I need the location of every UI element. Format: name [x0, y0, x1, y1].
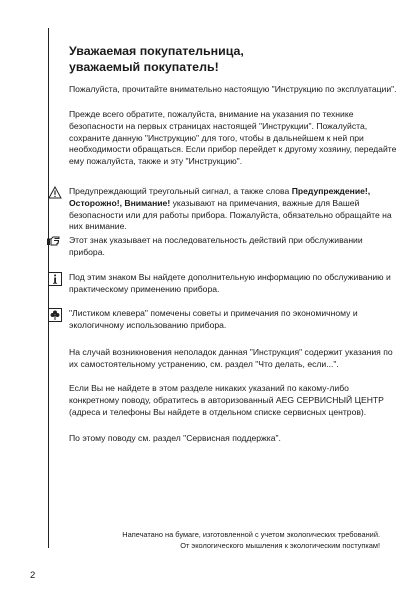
warning-triangle-icon — [48, 186, 62, 200]
service-center-paragraph: Если Вы не найдете в этом разделе никаких указаний по какому-либо конкретному поводу, обратитесь в авторизованный AEG СЕРВИСНЫЙ ЦЕНТР (адреса и телефоны Вы найдете в отдельном списке сервисных центров). — [69, 383, 384, 417]
clover-icon — [48, 308, 62, 322]
pointing-hand-icon — [46, 234, 60, 248]
footer-line-1: Напечатано на бумаге, изготовленной с учетом экологических требований. — [122, 530, 380, 539]
clover-note: "Листиком клевера" помечены советы и примечания по экономичному и экологичному использованию прибора. — [69, 308, 358, 330]
warning-keywords: Предупреждение!, Осторожно!, Внимание! — [69, 186, 371, 208]
eco-footer — [50, 530, 380, 551]
support-reference-paragraph: По этому поводу см. раздел "Сервисная поддержка". — [69, 433, 281, 443]
warning-text-end: указывают на примечания, важные для Вашей безопасности или для работы прибора. Пожалуйста, обязательно обращайте на них внимание. — [69, 197, 392, 232]
safety-paragraph: Прежде всего обратите, пожалуйста, внимание на указания по технике безопасности на первых страницах настоящей "Инструкции". Пожалуйста, сохраните данную "Инструкцию" для того, чтобы в дальнейшем к ней при необходимости обращаться. Если прибор перейдет к другому хозяину, передайте ему пожалуйста, также и эту "Инструкцию". — [69, 109, 397, 167]
left-margin-rule — [48, 28, 49, 548]
procedure-note: Этот знак указывает на последовательность действий при обслуживании прибора. — [69, 235, 363, 257]
page-title — [69, 43, 399, 75]
warning-text-start: Предупреждающий треугольный сигнал, а также слова — [69, 186, 292, 196]
title-line-1: Уважаемая покупательница, — [69, 44, 244, 58]
title-line-2: уважаемый покупатель! — [69, 60, 219, 74]
page-number: 2 — [30, 570, 36, 581]
warning-note — [69, 186, 399, 233]
info-note: Под этим знаком Вы найдете дополнительную информацию по обслуживанию и практическому применению прибора. — [69, 272, 391, 294]
intro-paragraph: Пожалуйста, прочитайте внимательно настоящую "Инструкцию по эксплуатации". — [69, 84, 397, 94]
footer-line-2: От экологического мышления к экологическим поступкам! — [180, 540, 380, 550]
info-icon — [48, 272, 62, 286]
troubleshooting-paragraph: На случай возникновения неполадок данная "Инструкция" содержит указания по их самостоятельному устранению, см. раздел "Что делать, если...". — [69, 347, 393, 369]
